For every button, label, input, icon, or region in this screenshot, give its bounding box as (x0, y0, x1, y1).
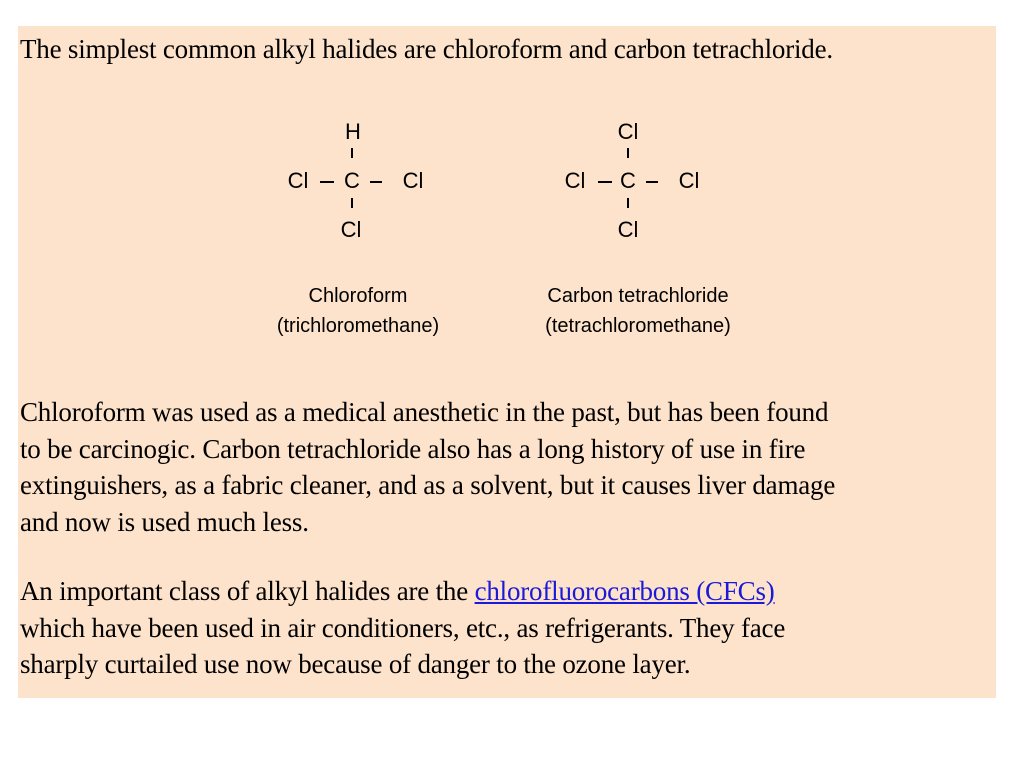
chloroform-name: Chloroform (308, 285, 408, 307)
ccl4-left-atom: Cl (564, 168, 586, 193)
chloroform-center-atom: C (344, 168, 360, 193)
chloroform-top-atom: H (345, 119, 361, 144)
paragraph1-line: and now is used much less. (20, 506, 309, 537)
chloroform-bottom-bond (351, 198, 353, 208)
ccl4-right-atom: Cl (678, 168, 700, 193)
chloroform-history-paragraph (20, 394, 1010, 540)
ccl4-caption (523, 281, 753, 341)
ccl4-name: Carbon tetrachloride (547, 285, 729, 307)
ccl4-bottom-bond (627, 198, 629, 208)
paragraph1-line: extinguishers, as a fabric cleaner, and as a solvent, but it causes liver damage (20, 470, 836, 500)
paragraph2-line1-text: An important class of alkyl halides are the (20, 576, 475, 606)
cfc-paragraph (20, 573, 1010, 683)
chloroform-bottom-atom: Cl (340, 217, 362, 242)
chloroform-caption (258, 281, 458, 341)
chloroform-left-atom: Cl (287, 168, 309, 193)
chloroform-top-bond (351, 148, 353, 158)
paragraph2-line2: which have been used in air conditioners, etc., as refrigerants. They face (20, 612, 786, 643)
ccl4-iupac-name: (tetrachloromethane) (545, 315, 731, 337)
chloroform-iupac-name: (trichloromethane) (276, 315, 440, 337)
ccl4-top-bond (627, 148, 629, 158)
paragraph1-line: Chloroform was used as a medical anesthetic in the past, but has been found (20, 397, 829, 427)
ccl4-top-atom: Cl (617, 119, 639, 144)
cfc-link[interactable]: chlorofluorocarbons (CFCs) (474, 576, 775, 606)
intro-text: The simplest common alkyl halides are chloroform and carbon tetrachloride. (20, 34, 833, 64)
paragraph2-line3: sharply curtailed use now because of danger to the ozone layer. (20, 649, 691, 679)
content-panel (18, 26, 996, 698)
paragraph1-line: to be carcinogic. Carbon tetrachloride also has a long history of use in fire (20, 433, 806, 464)
chloroform-right-bond (370, 181, 382, 183)
chloroform-right-atom: Cl (402, 168, 424, 193)
paragraph2-line1 (20, 573, 1010, 610)
ccl4-right-bond (646, 181, 658, 183)
ccl4-bottom-atom: Cl (617, 217, 639, 242)
ccl4-center-atom: C (620, 168, 636, 193)
